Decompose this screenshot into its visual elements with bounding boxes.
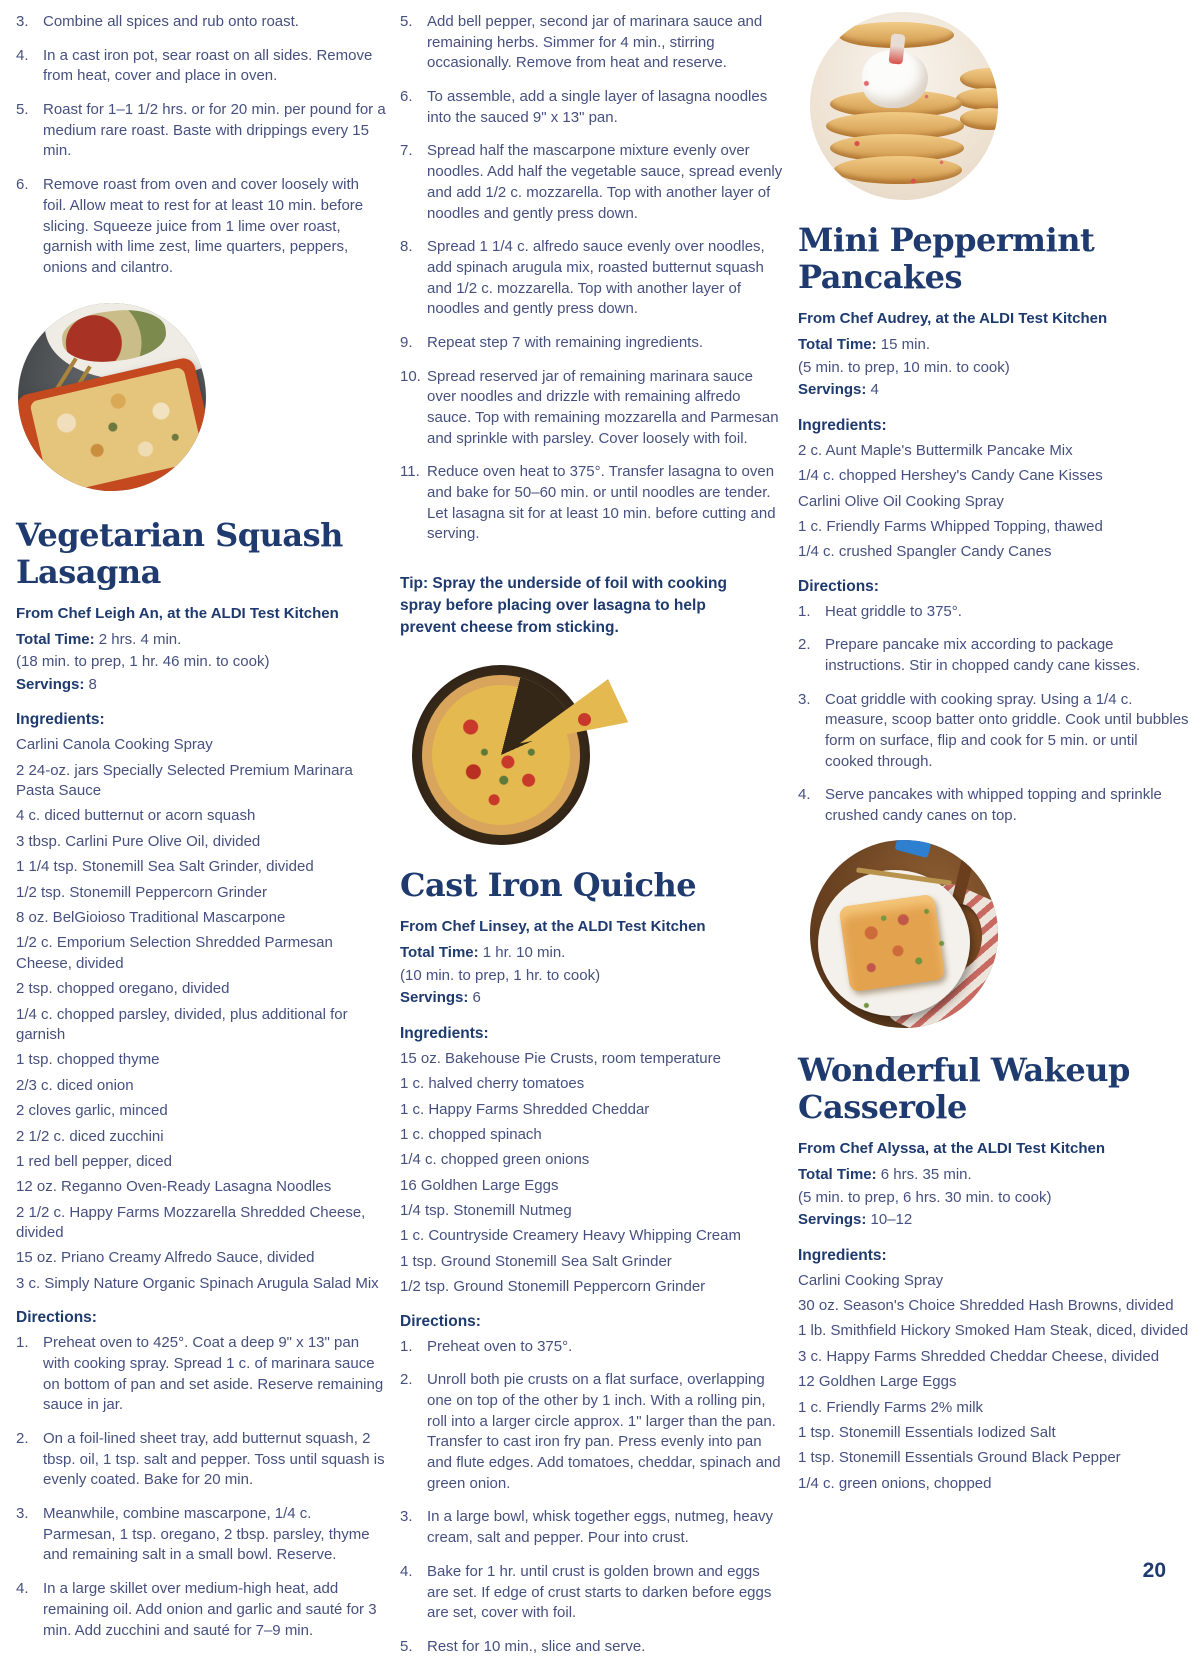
step-number: 4. <box>400 1562 413 1580</box>
step-number: 4. <box>798 786 811 804</box>
step-number: 6. <box>400 88 413 106</box>
cut-slice-gap-shape <box>422 675 580 835</box>
recipe-byline: From Chef Linsey, at the ALDI Test Kitchen <box>400 918 706 936</box>
direction-step <box>400 1337 784 1358</box>
servings-value: 8 <box>84 675 97 693</box>
ingredient-line: 1/4 c. crushed Spangler Candy Canes <box>798 543 1052 561</box>
ingredient-line: Carlini Canola Cooking Spray <box>16 736 213 754</box>
column-right <box>798 12 1190 1671</box>
step-number: 2. <box>16 1430 29 1448</box>
recipe-byline: From Chef Leigh An, at the ALDI Test Kitchen <box>16 604 339 622</box>
ingredient-line: 1/2 tsp. Stonemill Peppercorn Grinder <box>16 883 267 901</box>
servings-line <box>798 1209 1190 1232</box>
ingredients-list <box>798 1271 1190 1495</box>
ingredient-line: 1/4 tsp. Stonemill Nutmeg <box>400 1202 572 1220</box>
step-text: Bake for 1 hr. until crust is golden brown and eggs are set. If edge of crust starts to darken before eggs are set, cover with foil. <box>427 1562 772 1622</box>
column-left <box>16 12 386 1671</box>
ingredient-line: 1 lb. Smithfield Hickory Smoked Ham Steak, diced, divided <box>798 1322 1189 1340</box>
step-text: Unroll both pie crusts on a flat surface, overlapping one on top of the other by 1 inch. With a rolling pin, roll into a larger circle approx. 1" larger than the pan. Transfer to cast iron fry pan. Press evenly into pan and flute edges. Add tomatoes, cheddar, spinach and green onion. <box>427 1371 781 1492</box>
recipe-title-casserole: Wonderful Wakeup Casserole <box>798 1050 1130 1126</box>
ingredient-line: 4 c. diced butternut or acorn squash <box>16 807 256 825</box>
step-text: In a large bowl, whisk together eggs, nutmeg, heavy cream, salt and pepper. Pour into crust. <box>427 1508 774 1547</box>
step-number: 4. <box>16 1580 29 1598</box>
step-text: Prepare pancake mix according to package instructions. Stir in chopped candy cane kisses. <box>825 636 1141 675</box>
total-time-line <box>798 334 1190 357</box>
direction-step <box>400 87 784 128</box>
ingredient-line: 2 c. Aunt Maple's Buttermilk Pancake Mix <box>798 441 1073 459</box>
candy-crumbs-shape <box>810 12 998 200</box>
step-text: In a cast iron pot, sear roast on all sides. Remove from heat, cover and place in oven. <box>43 46 373 85</box>
total-time-value: 2 hrs. 4 min. <box>94 630 182 648</box>
continued-steps-left <box>16 12 386 279</box>
ingredient-line: Carlini Cooking Spray <box>798 1271 944 1289</box>
page-number: 20 <box>1142 1559 1166 1582</box>
step-number: 4. <box>16 46 29 64</box>
direction-step <box>16 1504 386 1566</box>
tip-note: Tip: Spray the underside of foil with cooking spray before placing over lasagna to help prevent cheese from sticking. <box>400 575 727 637</box>
step-number: 3. <box>16 1505 29 1523</box>
step-number: 1. <box>16 1334 29 1352</box>
time-detail-line: (5 min. to prep, 10 min. to cook) <box>798 358 1010 376</box>
direction-step <box>400 12 784 74</box>
step-text: Meanwhile, combine mascarpone, 1/4 c. Parmesan, 1 tsp. oregano, 2 tbsp. parsley, thyme and remaining salt in a small bowl. Reserve. <box>43 1505 370 1564</box>
step-number: 5. <box>400 13 413 30</box>
direction-step <box>16 1429 386 1491</box>
total-time-line <box>798 1164 1190 1187</box>
direction-step <box>400 1562 784 1624</box>
directions-list <box>400 1337 784 1658</box>
step-text: Roast for 1–1 1/2 hrs. or for 20 min. per pound for a medium rare roast. Baste with drippings every 15 min. <box>43 101 386 160</box>
total-time-line <box>400 942 784 965</box>
ingredient-line: 1 c. Friendly Farms Whipped Topping, thawed <box>798 517 1103 535</box>
servings-value: 4 <box>866 381 879 399</box>
direction-step <box>16 1333 386 1416</box>
direction-step <box>798 690 1190 773</box>
servings-line <box>798 379 1190 402</box>
step-number: 2. <box>400 1371 413 1389</box>
ingredient-line: 1/2 c. Emporium Selection Shredded Parmesan Cheese, divided <box>16 934 333 972</box>
ingredients-heading: Ingredients: <box>798 416 887 434</box>
direction-step <box>400 367 784 450</box>
ingredient-line: 1 1/4 tsp. Stonemill Sea Salt Grinder, divided <box>16 858 314 876</box>
step-number: 1. <box>798 602 811 620</box>
recipe-title-lasagna: Vegetarian Squash Lasagna <box>16 515 343 591</box>
direction-step <box>16 175 386 278</box>
time-detail-line: (18 min. to prep, 1 hr. 46 min. to cook) <box>16 653 270 671</box>
recipe-title-quiche: Cast Iron Quiche <box>400 866 697 905</box>
servings-line <box>16 674 386 697</box>
direction-step <box>16 12 386 33</box>
recipe-title-pancakes: Mini Peppermint Pancakes <box>798 221 1095 297</box>
ingredient-line: 2 1/2 c. diced zucchini <box>16 1127 164 1145</box>
step-text: On a foil-lined sheet tray, add butternut squash, 2 tbsp. oil, 1 tsp. salt and pepper. Toss until squash is evenly coated. Bake for 20 min. <box>43 1430 385 1489</box>
ingredient-line: 2 1/2 c. Happy Farms Mozzarella Shredded Cheese, divided <box>16 1203 366 1242</box>
direction-step <box>798 785 1190 826</box>
direction-step <box>16 1579 386 1641</box>
green-onion-flecks-shape <box>810 840 998 1028</box>
step-text: Spread reserved jar of remaining marinara sauce over noodles and drizzle with remaining alfredo sauce. Top with remaining mozzarella and Parmesan and sprinkle with parsley. Cover loosely with foil. <box>427 367 779 447</box>
step-text: Spread half the mascarpone mixture evenly over noodles. Add half the vegetable sauce, spread evenly and add 1/2 c. mozzarella. Top with another layer of noodles and gently press down. <box>427 142 783 222</box>
direction-step <box>400 237 784 320</box>
lasagna-photo <box>18 303 206 491</box>
servings-label: Servings: <box>798 1211 867 1229</box>
time-detail-line: (5 min. to prep, 6 hrs. 30 min. to cook) <box>798 1188 1052 1206</box>
ingredient-line: 1 tsp. Ground Stonemill Sea Salt Grinder <box>400 1252 672 1270</box>
ingredient-line: 2 24-oz. jars Specially Selected Premium Marinara Pasta Sauce <box>16 761 353 800</box>
pancakes-photo <box>810 12 998 200</box>
step-number: 3. <box>400 1508 413 1526</box>
direction-step <box>400 1507 784 1548</box>
ingredients-heading: Ingredients: <box>798 1246 887 1264</box>
step-text: Repeat step 7 with remaining ingredients. <box>427 333 703 351</box>
direction-step <box>400 333 784 354</box>
ingredient-line: 2 cloves garlic, minced <box>16 1102 168 1120</box>
ingredient-line: 12 oz. Reganno Oven-Ready Lasagna Noodles <box>16 1178 332 1196</box>
ingredient-line: Carlini Olive Oil Cooking Spray <box>798 492 1004 510</box>
direction-step <box>798 602 1190 623</box>
ingredient-line: 15 oz. Bakehouse Pie Crusts, room temperature <box>400 1049 721 1067</box>
ingredients-heading: Ingredients: <box>16 711 105 729</box>
step-number: 10. <box>400 367 421 385</box>
recipe-byline: From Chef Audrey, at the ALDI Test Kitchen <box>798 310 1108 328</box>
total-time-label: Total Time: <box>400 944 479 962</box>
total-time-value: 15 min. <box>876 336 930 354</box>
step-number: 6. <box>16 176 29 194</box>
ingredient-line: 8 oz. BelGioioso Traditional Mascarpone <box>16 909 286 927</box>
ingredient-line: 1/2 tsp. Ground Stonemill Peppercorn Grinder <box>400 1278 706 1296</box>
ingredient-line: 1 c. Friendly Farms 2% milk <box>798 1398 984 1416</box>
step-text: Add bell pepper, second jar of marinara sauce and remaining herbs. Simmer for 4 min., stirring occasionally. Remove from heat and reserve. <box>427 13 763 72</box>
servings-label: Servings: <box>16 675 85 693</box>
step-text: Coat griddle with cooking spray. Using a 1/4 c. measure, scoop batter onto griddle. Cook until bubbles form on surface, flip and cook for 5 min. or until cooked through. <box>825 690 1189 770</box>
directions-heading: Directions: <box>400 1312 481 1330</box>
directions-list <box>16 1333 386 1641</box>
ingredients-heading: Ingredients: <box>400 1024 489 1042</box>
servings-label: Servings: <box>798 381 867 399</box>
total-time-value: 6 hrs. 35 min. <box>876 1166 972 1184</box>
ingredient-line: 12 Goldhen Large Eggs <box>798 1373 957 1391</box>
total-time-value: 1 hr. 10 min. <box>478 944 566 962</box>
casserole-photo <box>810 840 998 1028</box>
direction-step <box>16 46 386 87</box>
ingredient-line: 2 tsp. chopped oregano, divided <box>16 980 230 998</box>
step-number: 2. <box>798 636 811 654</box>
directions-heading: Directions: <box>16 1309 97 1327</box>
ingredient-line: 1 c. halved cherry tomatoes <box>400 1075 585 1093</box>
ingredient-line: 30 oz. Season's Choice Shredded Hash Browns, divided <box>798 1296 1174 1314</box>
ingredient-line: 1/4 c. chopped Hershey's Candy Cane Kisses <box>798 467 1103 485</box>
directions-heading: Directions: <box>798 577 879 595</box>
step-number: 5. <box>16 101 29 119</box>
step-number: 3. <box>798 690 811 708</box>
step-number: 3. <box>16 13 29 30</box>
step-number: 1. <box>400 1337 413 1355</box>
ingredient-line: 1 tsp. Stonemill Essentials Iodized Salt <box>798 1423 1056 1441</box>
ingredient-line: 16 Goldhen Large Eggs <box>400 1176 559 1194</box>
directions-list <box>798 602 1190 827</box>
ingredient-line: 1 tsp. chopped thyme <box>16 1051 160 1069</box>
ingredient-line: 1 c. Countryside Creamery Heavy Whipping Cream <box>400 1227 741 1245</box>
total-time-label: Total Time: <box>16 630 95 648</box>
step-text: Combine all spices and rub onto roast. <box>43 13 299 30</box>
column-middle <box>400 12 784 1671</box>
step-number: 7. <box>400 142 413 160</box>
step-number: 8. <box>400 238 413 256</box>
step-text: In a large skillet over medium-high heat, add remaining oil. Add onion and garlic and sauté for 3 min. Add zucchini and sauté for 7–9 min. <box>43 1580 377 1639</box>
ingredient-line: 3 tbsp. Carlini Pure Olive Oil, divided <box>16 832 261 850</box>
step-text: Remove roast from oven and cover loosely with foil. Allow meat to rest for at least 10 min. before slicing. Squeeze juice from 1 lime over roast, garnish with lime zest, lime quarters, peppers, onions and cilantro. <box>43 176 364 276</box>
ingredients-list <box>16 735 386 1294</box>
recipe-byline: From Chef Alyssa, at the ALDI Test Kitchen <box>798 1140 1105 1158</box>
quiche-photo <box>400 655 700 853</box>
ingredient-line: 3 c. Happy Farms Shredded Cheddar Cheese, divided <box>798 1347 1160 1365</box>
step-number: 11. <box>400 463 420 481</box>
time-detail-line: (10 min. to prep, 1 hr. to cook) <box>400 966 601 984</box>
step-number: 5. <box>400 1637 413 1655</box>
step-text: Preheat oven to 375°. <box>427 1337 573 1355</box>
step-text: To assemble, add a single layer of lasagna noodles into the sauced 9" x 13" pan. <box>427 88 768 126</box>
ingredients-list <box>400 1049 784 1298</box>
ingredient-line: 2/3 c. diced onion <box>16 1076 134 1094</box>
servings-label: Servings: <box>400 989 469 1007</box>
ingredient-line: 1 red bell pepper, diced <box>16 1152 172 1170</box>
step-text: Reduce oven heat to 375°. Transfer lasagna to oven and bake for 50–60 min. or until noodles are tender. Let lasagna sit for at least 10 min. before cutting and serving. <box>427 463 776 543</box>
step-text: Spread 1 1/4 c. alfredo sauce evenly over noodles, add spinach arugula mix, roasted butternut squash and 1/2 c. mozzarella. Top with another layer of noodles and gently press down. <box>427 238 765 318</box>
direction-step <box>400 462 784 545</box>
ingredient-line: 1/4 c. chopped parsley, divided, plus additional for garnish <box>16 1005 348 1043</box>
ingredient-line: 15 oz. Priano Creamy Alfredo Sauce, divided <box>16 1249 315 1267</box>
ingredient-line: 3 c. Simply Nature Organic Spinach Arugula Salad Mix <box>16 1274 379 1292</box>
direction-step <box>400 141 784 224</box>
step-text: Rest for 10 min., slice and serve. <box>427 1637 646 1655</box>
total-time-line <box>16 629 386 652</box>
step-number: 9. <box>400 333 413 351</box>
step-text: Heat griddle to 375°. <box>825 602 962 620</box>
ingredient-line: 1 c. chopped spinach <box>400 1125 542 1143</box>
ingredient-line: 1 tsp. Stonemill Essentials Ground Black Pepper <box>798 1449 1121 1467</box>
servings-value: 10–12 <box>866 1211 913 1229</box>
servings-line <box>400 987 784 1010</box>
continued-steps-middle <box>400 12 784 545</box>
total-time-label: Total Time: <box>798 1166 877 1184</box>
ingredient-line: 1/4 c. chopped green onions <box>400 1151 590 1169</box>
step-text: Preheat oven to 425°. Coat a deep 9" x 13" pan with cooking spray. Spread 1 c. of marinara sauce on bottom of pan and set aside. Reserve remaining sauce in jar. <box>43 1334 384 1414</box>
direction-step <box>400 1370 784 1494</box>
servings-value: 6 <box>468 989 481 1007</box>
total-time-label: Total Time: <box>798 336 877 354</box>
ingredient-line: 1 c. Happy Farms Shredded Cheddar <box>400 1100 650 1118</box>
step-text: Serve pancakes with whipped topping and sprinkle crushed candy canes on top. <box>825 786 1162 825</box>
ingredient-line: 1/4 c. green onions, chopped <box>798 1474 992 1492</box>
direction-step <box>798 635 1190 676</box>
direction-step <box>16 100 386 162</box>
direction-step <box>400 1637 784 1658</box>
ingredients-list <box>798 441 1190 563</box>
